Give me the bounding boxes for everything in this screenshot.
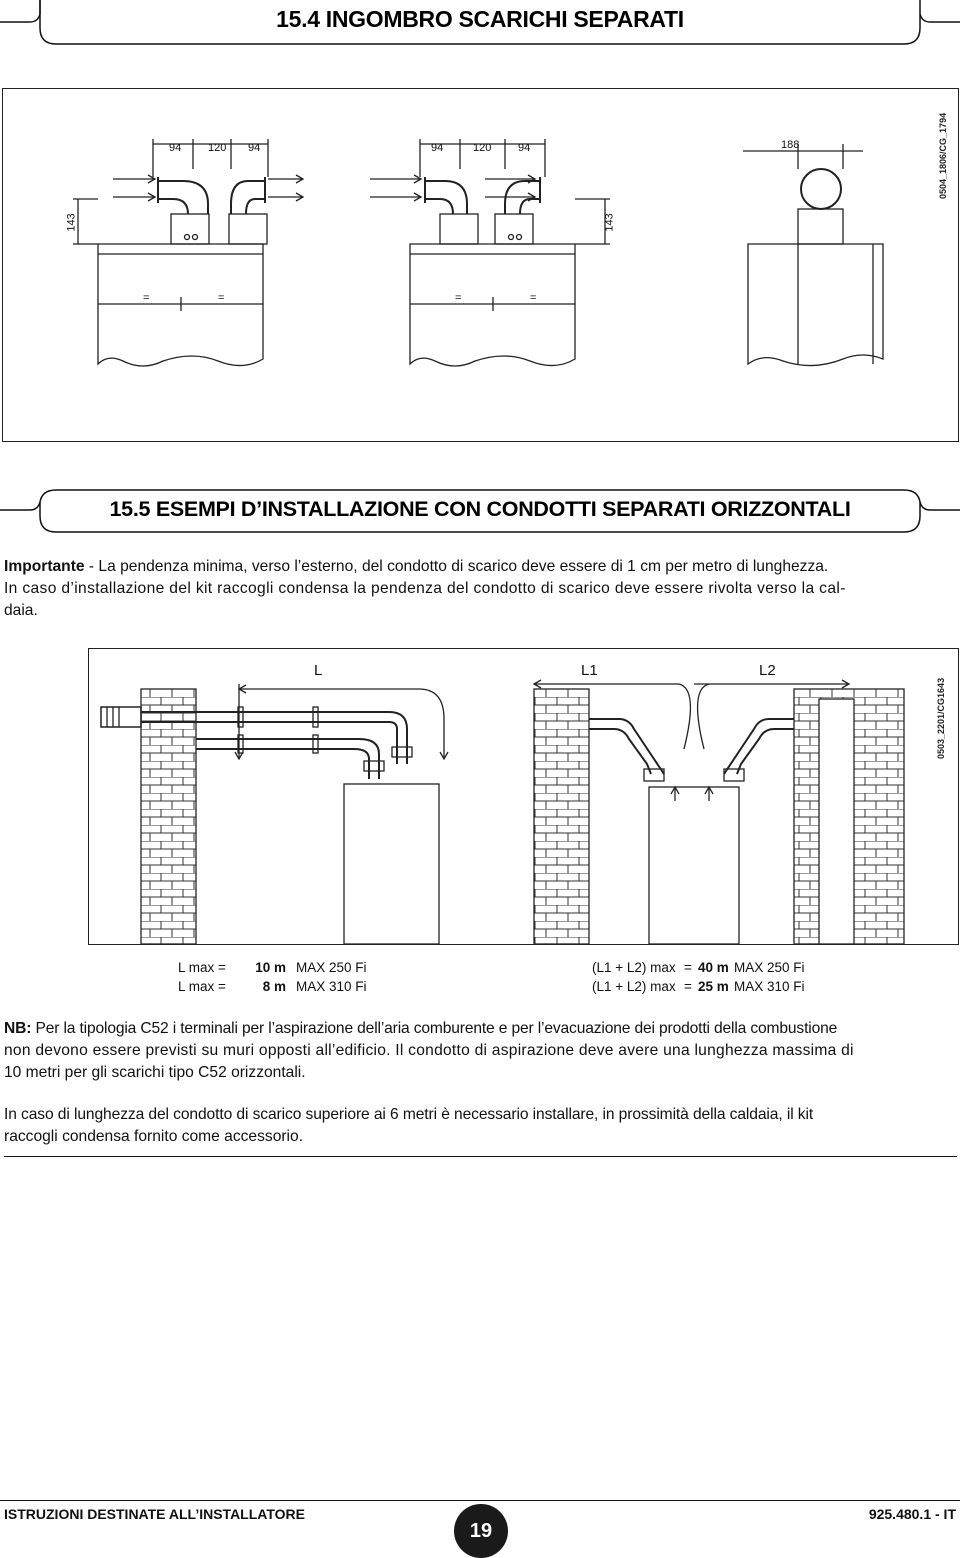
spec-eq: = [684, 979, 692, 994]
intro-paragraph [4, 556, 954, 622]
figure-code: 0504_1806/CG_1794 [938, 112, 948, 199]
intro-line: daia. [4, 602, 38, 619]
brick-wall [141, 689, 196, 944]
spec-label: (L1 + L2) max [592, 960, 676, 975]
spec-value: 25 m [698, 979, 729, 994]
spec-model: MAX 310 Fi [296, 979, 367, 994]
intro-line: In caso d’installazione del kit raccogli condensa la pendenza del condotto di scarico deve essere rivolta verso la cal- [4, 580, 846, 597]
nb-paragraph [4, 1018, 954, 1084]
note-paragraph [4, 1104, 954, 1148]
label-L2: L2 [759, 662, 776, 679]
figure-installazione-drawing [89, 649, 958, 944]
dim-label: 94 [431, 142, 444, 154]
dim-label: 143 [603, 213, 616, 232]
note-line: In caso di lunghezza del condotto di scarico superiore ai 6 metri è necessario installare, in prossimità della caldaia, il kit [4, 1106, 814, 1123]
footer-left: ISTRUZIONI DESTINATE ALL’INSTALLATORE [4, 1506, 305, 1522]
figure-code: 0503_2201/CG1643 [936, 677, 946, 759]
spec-value: 8 m [262, 979, 286, 994]
dim-label: 120 [208, 142, 227, 154]
unit-right [743, 144, 883, 366]
spec-eq: = [684, 960, 692, 975]
section-title: 15.4 INGOMBRO SCARICHI SEPARATI [276, 6, 684, 32]
dim-label: = [218, 292, 225, 304]
note-line: raccogli condensa fornito come accessorio. [4, 1128, 304, 1145]
intro-text: - La pendenza minima, verso l’esterno, del condotto di scarico deve essere di 1 cm per metro di lunghezza. [84, 558, 829, 575]
nb-text: Per la tipologia C52 i terminali per l’aspirazione dell’aria comburente e per l’evacuazione dei prodotti della combustione [31, 1020, 838, 1037]
spec-value: 10 m [255, 960, 286, 975]
boiler [344, 784, 439, 944]
intro-bold: Importante [4, 558, 85, 575]
spec-model: MAX 310 Fi [734, 979, 805, 994]
spec-model: MAX 250 Fi [296, 960, 367, 975]
spec-row [178, 958, 367, 977]
dim-label: 94 [169, 142, 182, 154]
unit-left [73, 139, 303, 366]
figure-installazione [88, 648, 959, 945]
spec-value: 40 m [698, 960, 729, 975]
dim-label: 94 [518, 142, 531, 154]
spec-label: L max = [178, 979, 226, 994]
boiler [649, 787, 739, 944]
page-number-badge: 19 [454, 1504, 508, 1558]
section-title: 15.5 ESEMPI D’INSTALLAZIONE CON CONDOTTI SEPARATI ORIZZONTALI [109, 497, 851, 521]
dim-label: 120 [473, 142, 492, 154]
intro-line [4, 556, 954, 578]
dim-label: 143 [65, 213, 78, 232]
section-header-15-5 [0, 488, 960, 538]
brick-wall [534, 689, 589, 944]
unit-middle [370, 139, 610, 366]
spec-model: MAX 250 Fi [734, 960, 805, 975]
dim-label: = [143, 292, 150, 304]
nb-line [4, 1018, 954, 1040]
specs-right [592, 958, 805, 996]
spec-label: L max = [178, 960, 226, 975]
label-L: L [314, 662, 323, 679]
spec-row [178, 977, 367, 996]
footer-rule [0, 1500, 960, 1501]
nb-bold: NB: [4, 1020, 32, 1037]
dim-label: 188 [781, 139, 800, 151]
specs-left [178, 958, 367, 996]
label-L1: L1 [581, 662, 598, 679]
spec-row [592, 977, 805, 996]
nb-line: 10 metri per gli scarichi tipo C52 orizzontali. [4, 1064, 306, 1081]
dim-label: 94 [248, 142, 261, 154]
spec-row [592, 958, 805, 977]
footer-right: 925.480.1 - IT [868, 1506, 956, 1522]
section-header-15-4 [0, 0, 960, 50]
figure-ingombro [2, 88, 959, 442]
spec-label: (L1 + L2) max [592, 979, 676, 994]
nb-line: non devono essere previsti su muri opposti all’edificio. Il condotto di aspirazione deve avere una lunghezza massima di [4, 1042, 854, 1059]
dim-label: = [455, 292, 462, 304]
divider [4, 1156, 957, 1157]
dim-label: = [530, 292, 537, 304]
